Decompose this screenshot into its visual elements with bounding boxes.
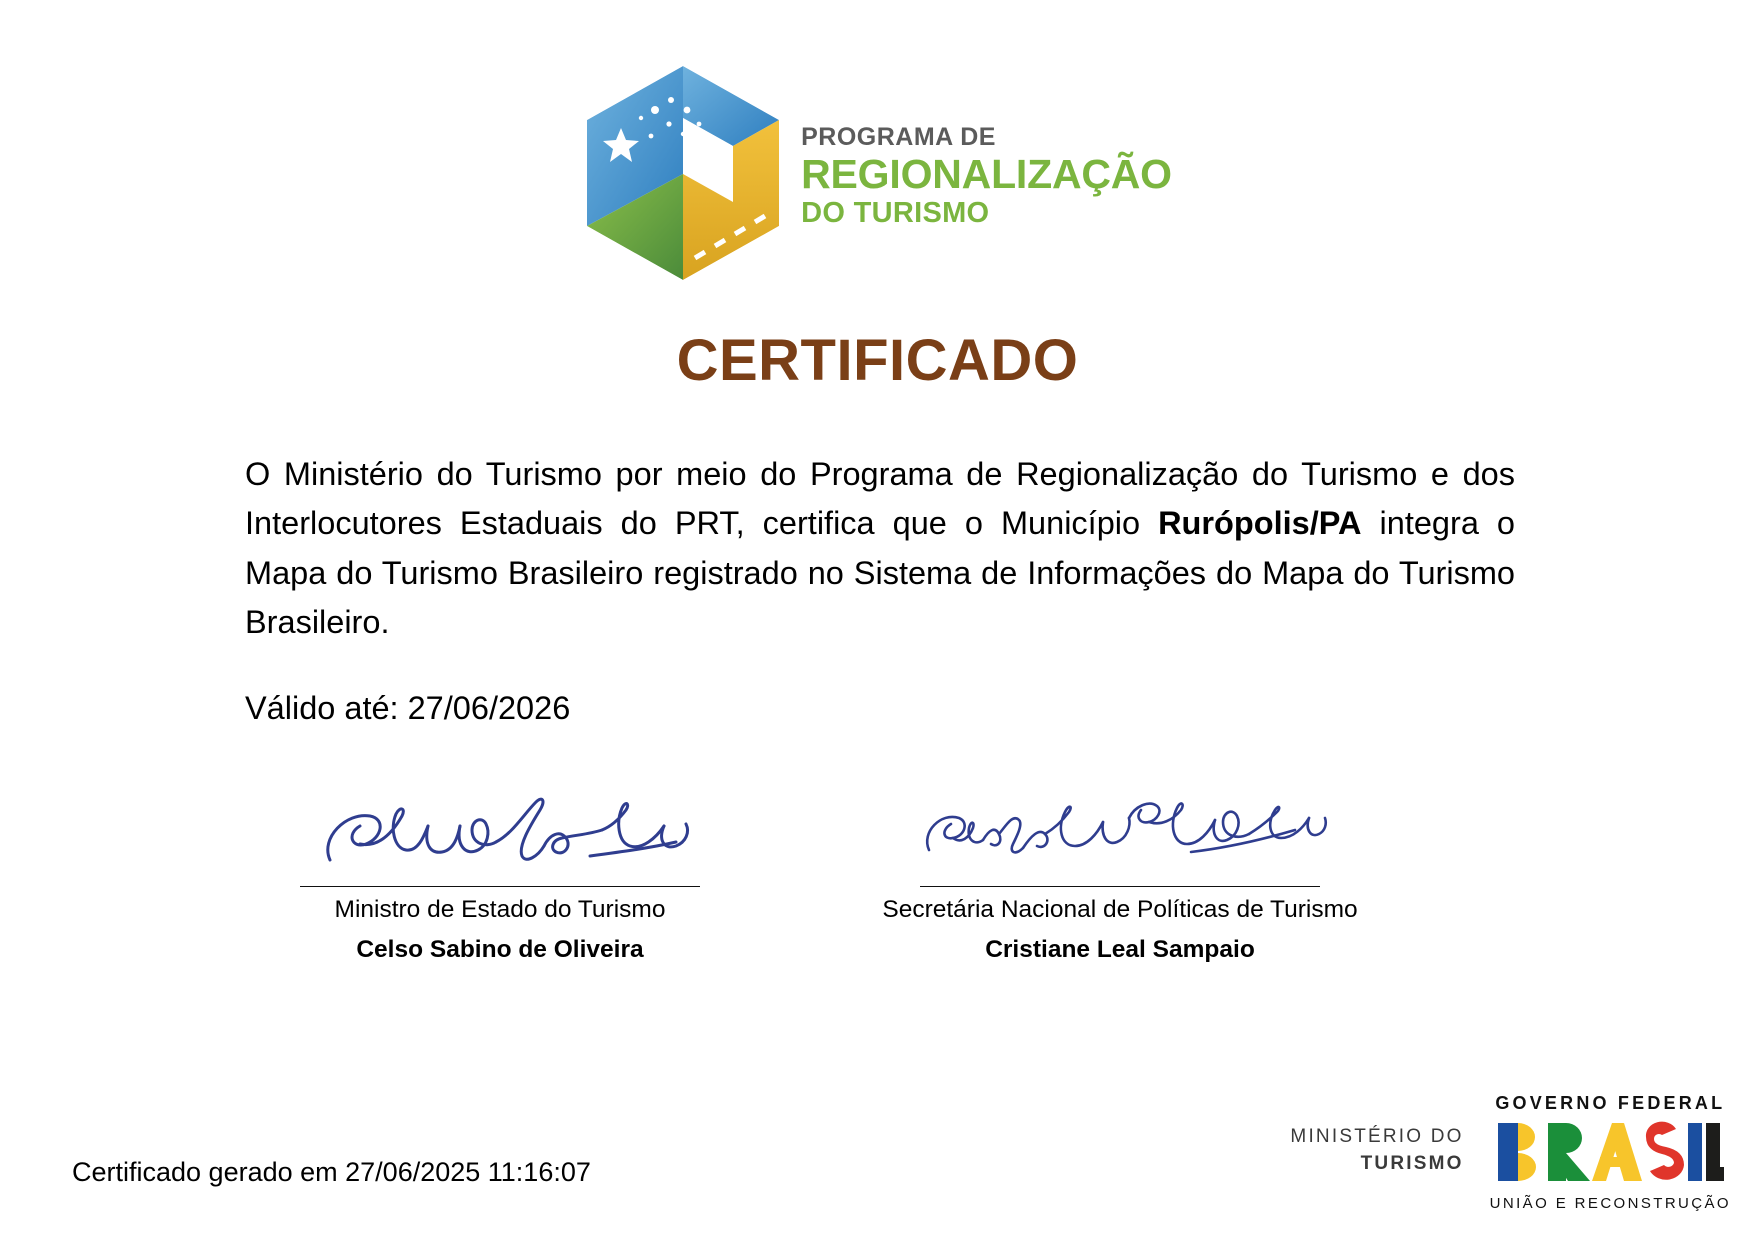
signature-name: Cristiane Leal Sampaio	[985, 936, 1255, 964]
ministry-line-1: MINISTÉRIO DO	[1290, 1125, 1464, 1147]
signature-name: Celso Sabino de Oliveira	[356, 936, 644, 964]
signature-block-minister	[245, 790, 755, 964]
handwritten-signature-icon	[245, 790, 755, 886]
ministry-line-2: TURISMO	[1360, 1153, 1464, 1175]
handwritten-signature-icon	[865, 790, 1375, 886]
signature-role: Ministro de Estado do Turismo	[334, 896, 666, 923]
logo-line-do-turismo: DO TURISMO	[801, 197, 990, 230]
gov-tagline: UNIÃO E RECONSTRUÇÃO	[1489, 1195, 1731, 1212]
logo-line-regionalizacao: REGIONALIZAÇÃO	[801, 151, 1172, 198]
generated-timestamp: Certificado gerado em 27/06/2025 11:16:07	[72, 1157, 591, 1187]
signature-role: Secretária Nacional de Políticas de Turismo	[882, 896, 1358, 923]
gov-federal-label: GOVERNO FEDERAL	[1495, 1093, 1726, 1113]
signature-rule	[300, 886, 700, 887]
body-text-before: O Ministério do Turismo por meio do Programa de Regionalização do Turismo e dos Interlocutores Estaduais do PRT, certifica que o Município	[245, 456, 1515, 542]
body-text-after: integra o Mapa do Turismo Brasileiro registrado no Sistema de Informações do Mapa do Turismo Brasileiro.	[245, 505, 1515, 641]
program-logo	[0, 62, 1755, 284]
ministry-wordmark	[1290, 1123, 1463, 1212]
gov-federal-logo	[1490, 1093, 1731, 1212]
certificate-body	[245, 450, 1515, 648]
municipality-name: Rurópolis/PA	[1158, 505, 1362, 542]
signature-area	[245, 790, 1515, 964]
signature-block-secretary	[865, 790, 1375, 964]
footer-branding	[1290, 1093, 1731, 1212]
page-title: CERTIFICADO	[676, 328, 1079, 393]
logo-line-programa: PROGRAMA DE	[801, 123, 996, 152]
signature-rule	[920, 886, 1320, 887]
prt-hexagon-logo-icon	[583, 62, 783, 284]
validity-text: Válido até: 27/06/2026	[245, 690, 571, 726]
brasil-wordmark-icon	[1490, 1119, 1731, 1190]
